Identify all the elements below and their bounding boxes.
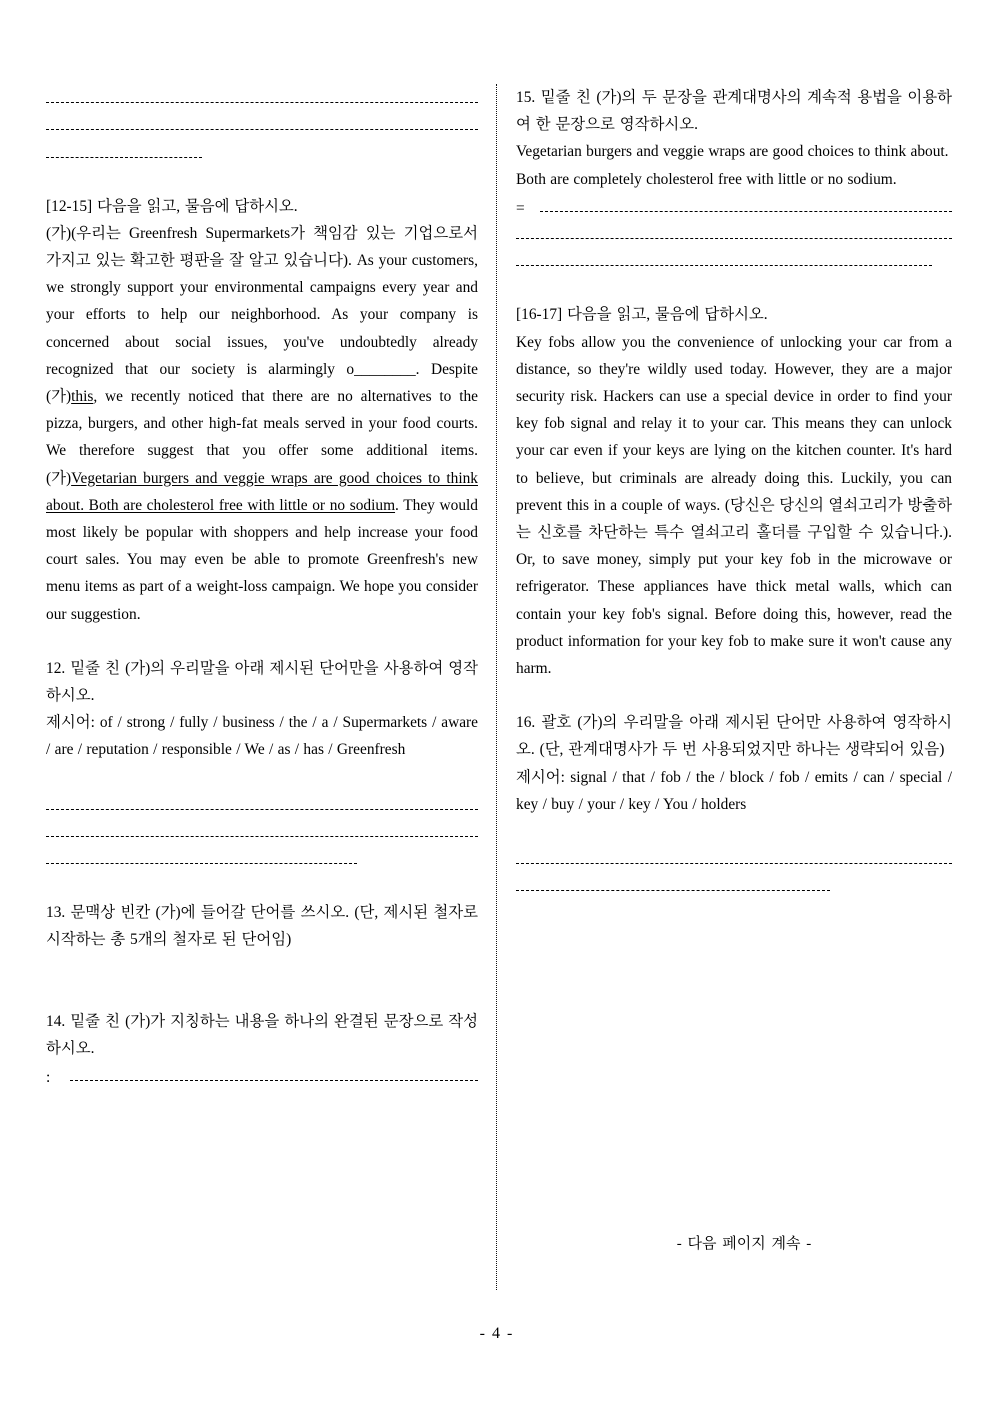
answer-line[interactable] [46, 111, 478, 138]
spacer [46, 764, 478, 791]
spacer [46, 628, 478, 655]
passage-a-part1: (가)(우리는 Greenfresh Supermarkets가 책임감 있는 기업으로서 가지고 있는 확고한 평판을 잘 알고 있습니다). As your customers, we strongly support your environmental campaigns every year and your efforts to help our neighborhood. As your company is concerned about social issues, you've undoubtedly already recognized that our society is alarmingly o________. Despite (가) [46, 224, 478, 405]
wordbank-words: signal / that / fob / the / block / fob / emits / can / special / key / buy / your / key / You / holders [516, 768, 952, 813]
question-12-wordbank [46, 709, 478, 763]
answer-lead: : [46, 1068, 51, 1086]
question-15-answer-lines [516, 193, 952, 275]
wordbank-label: 제시어: [516, 768, 565, 786]
spacer [516, 818, 952, 845]
question-15-source-1: Vegetarian burgers and veggie wraps are good choices to think about. [516, 143, 949, 161]
wordbank-label: 제시어: [46, 714, 95, 732]
answer-lead: = [516, 199, 525, 217]
question-16-answer-lines [516, 845, 952, 899]
passage-a [46, 220, 478, 628]
passage-a-part3: . They would most likely be popular with shoppers and help increase your food court sales. You may even be able to promote Greenfresh's new menu items as part of a weight-loss campaign. We hope you consider our suggestion. [46, 496, 478, 623]
spacer [46, 872, 478, 899]
spacer [516, 682, 952, 709]
underlined-this: this [71, 387, 94, 405]
left-column [0, 0, 496, 1290]
answer-line[interactable] [516, 247, 952, 274]
passage-a-part2: , we recently noticed that there are no alternatives to the pizza, burgers, and other high-fat meals served in your food courts. We therefore suggest that you offer some additional items. (가) [46, 387, 478, 487]
question-14-prompt: 14. 밑줄 친 (가)가 지칭하는 내용을 하나의 완결된 문장으로 작성하시오. [46, 1012, 478, 1057]
spacer [46, 954, 478, 1008]
spacer [516, 274, 952, 301]
page-number: - 4 - [479, 1325, 513, 1342]
question-15-prompt: 15. 밑줄 친 (가)의 두 문장을 관계대명사의 계속적 용법을 이용하여 한 문장으로 영작하시오. [516, 89, 952, 134]
answer-line[interactable] [46, 791, 478, 818]
answer-line[interactable] [516, 872, 952, 899]
continuation-note: - 다음 페이지 계속 - [676, 1236, 812, 1252]
spacer [46, 166, 478, 193]
question-14-answer-line[interactable] [46, 1062, 478, 1089]
question-12-answer-lines [46, 791, 478, 873]
question-16-prompt: 16. 괄호 (가)의 우리말을 아래 제시된 단어만 사용하여 영작하시오. (단, 관계대명사가 두 번 사용되었지만 하나는 생략되어 있음) [516, 714, 952, 759]
question-16-wordbank [516, 764, 952, 818]
answer-line[interactable] [516, 220, 952, 247]
right-column [496, 0, 992, 1290]
question-15-source-2: Both are completely cholesterol free with little or no sodium. [516, 170, 897, 188]
carryover-answer-lines [46, 84, 478, 166]
question-12-prompt: 12. 밑줄 친 (가)의 우리말을 아래 제시된 단어만을 사용하여 영작하시오. [46, 659, 478, 705]
answer-line[interactable] [516, 193, 952, 220]
answer-line[interactable] [46, 138, 478, 165]
instruction-12-15: [12-15] 다음을 읽고, 물음에 답하시오. [46, 197, 298, 215]
answer-line[interactable] [46, 818, 478, 845]
underlined-sentences: Vegetarian burgers and veggie wraps are good choices to think about. Both are cholesterol free with little or no sodium [46, 469, 478, 514]
passage-b: Key fobs allow you the convenience of unlocking your car from a distance, so they're wildly used today. However, they are a major security risk. Hackers can use a special device in order to find your key fob signal and relay it to your car. This means they can unlock your car even if your keys are lying on the kitchen counter. It's hard to believe, but criminals are already doing this. Luckily, you can prevent this in a couple of ways. (당신은 당신의 열쇠고리가 방출하는 신호를 차단하는 특수 열쇠고리 홀더를 구입할 수 있습니다.). Or, to save money, simply put your key fob in the microwave or refrigerator. These appliances have thick metal walls, which can contain your key fob's signal. Before doing this, however, read the product information for your key fob to make sure it won't cause any harm. [516, 333, 952, 678]
answer-line[interactable] [46, 84, 478, 111]
answer-line[interactable] [516, 845, 952, 872]
wordbank-words: of / strong / fully / business / the / a / Supermarkets / aware / are / reputation / responsible / We / as / has / Greenfresh [46, 714, 478, 759]
question-13-prompt: 13. 문맥상 빈칸 (가)에 들어갈 단어를 쓰시오. (단, 제시된 철자로 시작하는 총 5개의 철자로 된 단어임) [46, 904, 478, 949]
answer-line[interactable] [46, 845, 478, 872]
instruction-16-17: [16-17] 다음을 읽고, 물음에 답하시오. [516, 306, 768, 324]
